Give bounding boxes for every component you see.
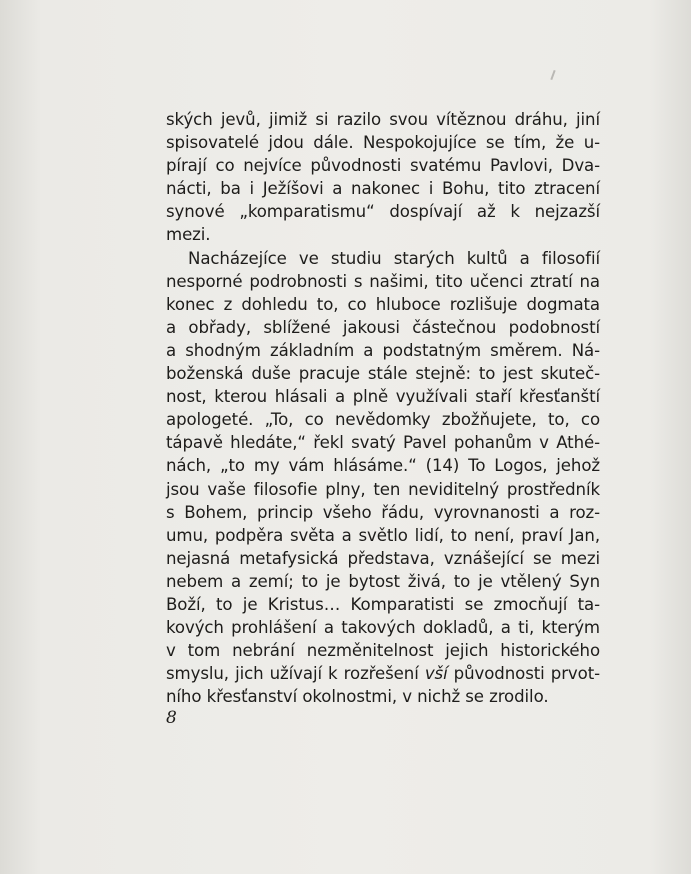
text-line: mezi.	[166, 225, 211, 245]
text-line: synové „komparatismu“ dospívají až k nejzazší	[166, 202, 600, 222]
text-line: ního křesťanství okolnostmi, v nichž se zrodilo.	[166, 687, 549, 707]
text-line: jsou vaše filosofie plny, ten neviditelný prostředník	[166, 479, 600, 499]
italic-word: vší	[424, 664, 448, 684]
text-line: Boží, to je Kristus… Komparatisti se zmocňují ta-	[166, 594, 600, 614]
text-line: apologeté. „To, co nevědomky zbožňujete, to, co	[166, 410, 600, 430]
text-line: ských jevů, jimiž si razilo svou vítěznou dráhu, jiní	[166, 110, 600, 129]
text-line: nesporné podrobnosti s našimi, tito učenci ztratí na	[166, 271, 600, 291]
text-line: boženská duše pracuje stále stejně: to jest skuteč-	[166, 364, 600, 384]
text-line: spisovatelé jdou dále. Nespokojujíce se tím, že u-	[166, 133, 600, 153]
text-line: a obřady, sblížené jakousi částečnou podobností	[166, 317, 600, 337]
text-line: pírají co nejvíce původnosti svatému Pavlovi, Dva-	[166, 156, 600, 176]
text-line: a shodným základním a podstatným směrem. Ná-	[166, 340, 600, 360]
text-line: nácti, ba i Ježíšovi a nakonec i Bohu, tito ztracení	[166, 179, 600, 199]
text-line: nejasná metafysická představa, vznášející se mezi	[166, 548, 600, 568]
page-number: 8	[166, 708, 177, 728]
text-line: umu, podpěra světa a světlo lidí, to není, praví Jan,	[166, 525, 600, 545]
body-text	[166, 108, 600, 708]
text-line: tápavě hledáte,“ řekl svatý Pavel pohanům v Athé-	[166, 433, 600, 453]
text-line: konec z dohledu to, co hluboce rozlišuje dogmata	[166, 294, 600, 314]
paragraph-start-line: Nacházejíce ve studiu starých kultů a filosofií	[188, 248, 600, 268]
text-line-with-italic	[166, 662, 600, 685]
text-line: nebem a zemí; to je bytost živá, to je vtělený Syn	[166, 571, 600, 591]
margin-mark	[550, 70, 555, 80]
text-line: kových prohlášení a takových dokladů, a ti, kterým	[166, 618, 600, 638]
text-line: nách, „to my vám hlásáme.“ (14) To Logos, jehož	[166, 456, 600, 476]
text-line: nost, kterou hlásali a plně využívali staří křesťanští	[166, 387, 600, 407]
text-segment: smyslu, jich užívají k rozřešení	[166, 664, 425, 684]
text-line: v tom nebrání nezměnitelnost jejich historického	[166, 641, 600, 661]
text-segment: původnosti prvot-	[447, 664, 600, 684]
text-line: s Bohem, princip všeho řádu, vyrovnanosti a roz-	[166, 502, 600, 522]
